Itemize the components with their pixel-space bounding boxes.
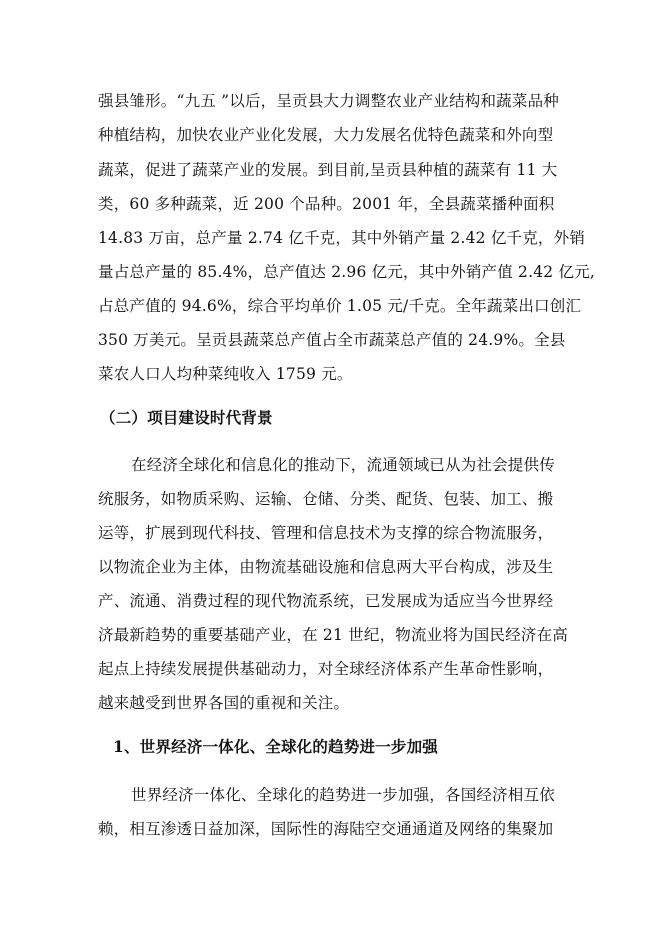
paragraph-line: 种植结构，加快农业产业化发展，大力发展名优特色蔬菜和外向型: [98, 126, 554, 144]
paragraph-line: 起点上持续发展提供基础动力，对全球经济体系产生革命性影响，: [98, 660, 554, 678]
paragraph-line: 菜农人口人均种菜纯收入 1759 元。: [98, 365, 353, 383]
paragraph-line: 统服务，如物质采购、运输、仓储、分类、配货、包装、加工、搬: [98, 490, 554, 508]
paragraph-line: 运等，扩展到现代科技、管理和信息技术为支撑的综合物流服务，: [98, 524, 554, 542]
subsection-heading: 1、世界经济一体化、全球化的趋势进一步加强: [113, 737, 438, 756]
paragraph-line: 产、流通、消费过程的现代物流系统，已发展成为适应当今世界经: [98, 592, 554, 610]
paragraph-line: 强县雏形。“九五 ”以后，呈贡县大力调整农业产业结构和蔬菜品种: [98, 92, 559, 110]
paragraph-line: 蔬菜，促进了蔬菜产业的发展。到目前,呈贡县种植的蔬菜有 11 大: [98, 161, 558, 179]
paragraph-line: 类，60 多种蔬菜，近 200 个品种。2001 年，全县蔬菜播种面积: [98, 195, 555, 213]
paragraph-line: 越来越受到世界各国的重视和关注。: [98, 694, 350, 712]
section-heading: （二）项目建设时代背景: [100, 408, 273, 427]
paragraph-line: 以物流企业为主体，由物流基础设施和信息两大平台构成，涉及生: [98, 558, 554, 576]
paragraph-line: 占总产值的 94.6%，综合平均单价 1.05 元/千克。全年蔬菜出口创汇: [98, 297, 582, 315]
paragraph-line: 世界经济一体化、全球化的趋势进一步加强，各国经济相互依: [131, 786, 555, 804]
paragraph-line: 在经济全球化和信息化的推动下，流通领域已从为社会提供传: [131, 456, 555, 474]
paragraph-line: 14.83 万亩，总产量 2.74 亿千克，其中外销产量 2.42 亿千克，外销: [98, 229, 586, 247]
paragraph-line: 量占总产量的 85.4%，总产值达 2.96 亿元，其中外销产值 2.42 亿元,: [98, 263, 596, 281]
paragraph-line: 济最新趋势的重要基础产业，在 21 世纪，物流业将为国民经济在高: [98, 626, 568, 644]
paragraph-line: 350 万美元。呈贡县蔬菜总产值占全市蔬菜总产值的 24.9%。全县: [98, 331, 566, 349]
paragraph-line: 赖，相互渗透日益加深，国际性的海陆空交通通道及网络的集聚加: [98, 820, 554, 838]
